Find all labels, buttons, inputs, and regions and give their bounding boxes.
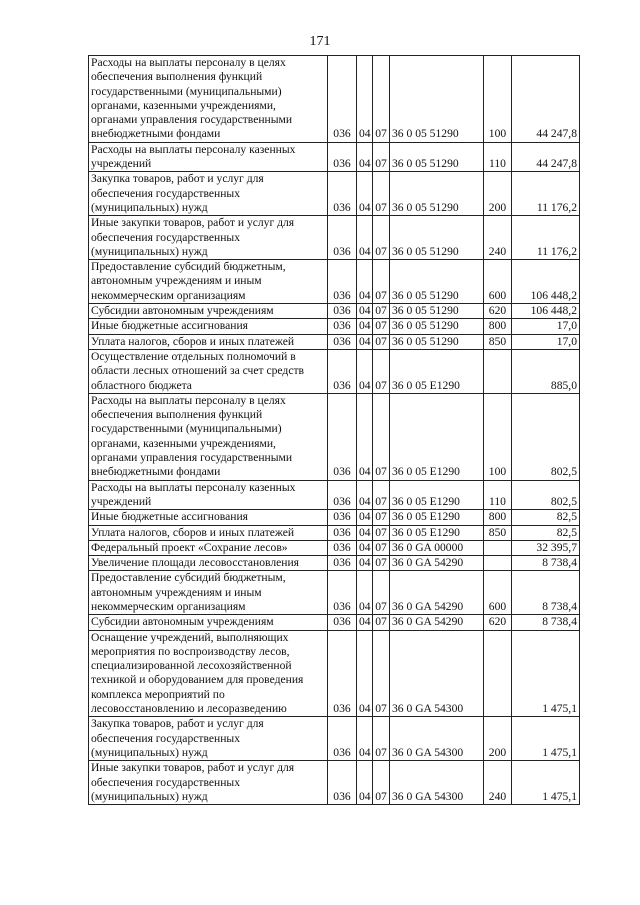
- row-target-article-cell: 36 0 05 E1290: [390, 525, 484, 540]
- row-grbs-cell: 036: [328, 349, 357, 393]
- row-target-article-cell: 36 0 05 51290: [390, 142, 484, 172]
- row-section-cell: 04: [357, 172, 373, 216]
- row-amount-cell: 11 176,2: [512, 172, 580, 216]
- row-expense-type-cell: 620: [484, 615, 512, 630]
- row-subsection-cell: 07: [373, 304, 390, 319]
- row-section-cell: 04: [357, 556, 373, 571]
- table-row: [89, 630, 580, 717]
- budget-table: [88, 55, 580, 805]
- row-section-cell: 04: [357, 334, 373, 349]
- row-subsection-cell: 07: [373, 172, 390, 216]
- row-section-cell: 04: [357, 216, 373, 260]
- row-name-cell: Расходы на выплаты персоналу казенных учреждений: [89, 142, 328, 172]
- row-grbs-cell: 036: [328, 630, 357, 717]
- row-amount-cell: 8 738,4: [512, 571, 580, 615]
- row-target-article-cell: 36 0 05 51290: [390, 172, 484, 216]
- row-target-article-cell: 36 0 GA 54300: [390, 630, 484, 717]
- row-name-cell: Уплата налогов, сборов и иных платежей: [89, 334, 328, 349]
- row-grbs-cell: 036: [328, 334, 357, 349]
- row-name-cell: Расходы на выплаты персоналу в целях обеспечения выполнения функций государственными (муниципальными) органами, казенными учреждениями, органами управления государственными внебюджетными фондами: [89, 56, 328, 143]
- row-target-article-cell: 36 0 05 E1290: [390, 480, 484, 510]
- table-row: [89, 525, 580, 540]
- row-name-cell: Оснащение учреждений, выполняющих мероприятия по воспроизводству лесов, специализированной лесохозяйственной техникой и оборудованием для проведения комплекса мероприятий по лесовосстановлению и лесоразведению: [89, 630, 328, 717]
- row-subsection-cell: 07: [373, 260, 390, 304]
- row-target-article-cell: 36 0 05 E1290: [390, 393, 484, 480]
- table-row: [89, 319, 580, 334]
- row-subsection-cell: 07: [373, 142, 390, 172]
- row-amount-cell: 44 247,8: [512, 142, 580, 172]
- row-section-cell: 04: [357, 630, 373, 717]
- row-name-cell: Предоставление субсидий бюджетным, автономным учреждениям и иным некоммерческим организациям: [89, 571, 328, 615]
- row-name-cell: Иные закупки товаров, работ и услуг для обеспечения государственных (муниципальных) нужд: [89, 216, 328, 260]
- row-grbs-cell: 036: [328, 304, 357, 319]
- row-grbs-cell: 036: [328, 556, 357, 571]
- row-grbs-cell: 036: [328, 540, 357, 555]
- row-name-cell: Субсидии автономным учреждениям: [89, 304, 328, 319]
- row-grbs-cell: 036: [328, 172, 357, 216]
- table-row: [89, 717, 580, 761]
- row-amount-cell: 32 395,7: [512, 540, 580, 555]
- row-target-article-cell: 36 0 05 E1290: [390, 349, 484, 393]
- row-expense-type-cell: [484, 349, 512, 393]
- row-section-cell: 04: [357, 480, 373, 510]
- table-row: [89, 334, 580, 349]
- row-subsection-cell: 07: [373, 480, 390, 510]
- row-subsection-cell: 07: [373, 216, 390, 260]
- row-grbs-cell: 036: [328, 510, 357, 525]
- row-subsection-cell: 07: [373, 56, 390, 143]
- row-grbs-cell: 036: [328, 761, 357, 805]
- row-target-article-cell: 36 0 05 E1290: [390, 510, 484, 525]
- row-name-cell: Расходы на выплаты персоналу казенных учреждений: [89, 480, 328, 510]
- row-expense-type-cell: 600: [484, 260, 512, 304]
- row-section-cell: 04: [357, 260, 373, 304]
- table-row: [89, 761, 580, 805]
- row-expense-type-cell: [484, 630, 512, 717]
- row-amount-cell: 1 475,1: [512, 630, 580, 717]
- row-grbs-cell: 036: [328, 142, 357, 172]
- table-row: [89, 615, 580, 630]
- row-name-cell: Увеличение площади лесовосстановления: [89, 556, 328, 571]
- row-subsection-cell: 07: [373, 540, 390, 555]
- table-row: [89, 480, 580, 510]
- row-amount-cell: 802,5: [512, 480, 580, 510]
- row-target-article-cell: 36 0 05 51290: [390, 334, 484, 349]
- row-amount-cell: 8 738,4: [512, 556, 580, 571]
- row-section-cell: 04: [357, 717, 373, 761]
- row-target-article-cell: 36 0 GA 54300: [390, 717, 484, 761]
- row-name-cell: Предоставление субсидий бюджетным, автономным учреждениям и иным некоммерческим организациям: [89, 260, 328, 304]
- row-amount-cell: 8 738,4: [512, 615, 580, 630]
- row-target-article-cell: 36 0 05 51290: [390, 319, 484, 334]
- row-grbs-cell: 036: [328, 525, 357, 540]
- row-grbs-cell: 036: [328, 319, 357, 334]
- row-subsection-cell: 07: [373, 761, 390, 805]
- row-name-cell: Иные бюджетные ассигнования: [89, 319, 328, 334]
- row-amount-cell: 82,5: [512, 510, 580, 525]
- row-name-cell: Иные бюджетные ассигнования: [89, 510, 328, 525]
- row-expense-type-cell: [484, 556, 512, 571]
- row-target-article-cell: 36 0 05 51290: [390, 216, 484, 260]
- row-name-cell: Субсидии автономным учреждениям: [89, 615, 328, 630]
- row-subsection-cell: 07: [373, 630, 390, 717]
- row-expense-type-cell: 200: [484, 172, 512, 216]
- row-expense-type-cell: 620: [484, 304, 512, 319]
- row-grbs-cell: 036: [328, 56, 357, 143]
- table-row: [89, 556, 580, 571]
- row-expense-type-cell: [484, 540, 512, 555]
- row-grbs-cell: 036: [328, 216, 357, 260]
- table-row: [89, 172, 580, 216]
- row-amount-cell: 82,5: [512, 525, 580, 540]
- row-target-article-cell: 36 0 GA 00000: [390, 540, 484, 555]
- budget-table-body: [89, 56, 580, 805]
- row-grbs-cell: 036: [328, 571, 357, 615]
- row-section-cell: 04: [357, 56, 373, 143]
- row-amount-cell: 106 448,2: [512, 304, 580, 319]
- row-grbs-cell: 036: [328, 260, 357, 304]
- row-amount-cell: 106 448,2: [512, 260, 580, 304]
- row-amount-cell: 17,0: [512, 319, 580, 334]
- table-row: [89, 349, 580, 393]
- row-section-cell: 04: [357, 761, 373, 805]
- row-grbs-cell: 036: [328, 393, 357, 480]
- row-name-cell: Иные закупки товаров, работ и услуг для обеспечения государственных (муниципальных) нужд: [89, 761, 328, 805]
- row-expense-type-cell: 600: [484, 571, 512, 615]
- row-subsection-cell: 07: [373, 349, 390, 393]
- row-subsection-cell: 07: [373, 556, 390, 571]
- row-expense-type-cell: 800: [484, 319, 512, 334]
- row-subsection-cell: 07: [373, 615, 390, 630]
- row-section-cell: 04: [357, 571, 373, 615]
- row-expense-type-cell: 100: [484, 56, 512, 143]
- row-expense-type-cell: 200: [484, 717, 512, 761]
- row-section-cell: 04: [357, 304, 373, 319]
- row-expense-type-cell: 800: [484, 510, 512, 525]
- table-row: [89, 510, 580, 525]
- row-target-article-cell: 36 0 05 51290: [390, 56, 484, 143]
- row-section-cell: 04: [357, 615, 373, 630]
- table-row: [89, 571, 580, 615]
- row-amount-cell: 11 176,2: [512, 216, 580, 260]
- row-target-article-cell: 36 0 GA 54290: [390, 571, 484, 615]
- row-name-cell: Осуществление отдельных полномочий в области лесных отношений за счет средств областного бюджета: [89, 349, 328, 393]
- row-grbs-cell: 036: [328, 717, 357, 761]
- row-expense-type-cell: 100: [484, 393, 512, 480]
- row-grbs-cell: 036: [328, 615, 357, 630]
- table-row: [89, 393, 580, 480]
- row-name-cell: Расходы на выплаты персоналу в целях обеспечения выполнения функций государственными (муниципальными) органами, казенными учреждениями, органами управления государственными внебюджетными фондами: [89, 393, 328, 480]
- row-expense-type-cell: 240: [484, 761, 512, 805]
- row-expense-type-cell: 850: [484, 525, 512, 540]
- row-section-cell: 04: [357, 540, 373, 555]
- row-target-article-cell: 36 0 GA 54300: [390, 761, 484, 805]
- row-section-cell: 04: [357, 525, 373, 540]
- row-amount-cell: 44 247,8: [512, 56, 580, 143]
- row-section-cell: 04: [357, 510, 373, 525]
- row-amount-cell: 17,0: [512, 334, 580, 349]
- row-expense-type-cell: 850: [484, 334, 512, 349]
- row-name-cell: Закупка товаров, работ и услуг для обеспечения государственных (муниципальных) нужд: [89, 172, 328, 216]
- row-subsection-cell: 07: [373, 319, 390, 334]
- table-row: [89, 304, 580, 319]
- row-target-article-cell: 36 0 GA 54290: [390, 556, 484, 571]
- row-target-article-cell: 36 0 05 51290: [390, 260, 484, 304]
- table-row: [89, 540, 580, 555]
- table-row: [89, 260, 580, 304]
- row-expense-type-cell: 240: [484, 216, 512, 260]
- row-subsection-cell: 07: [373, 393, 390, 480]
- table-row: [89, 216, 580, 260]
- row-section-cell: 04: [357, 349, 373, 393]
- row-amount-cell: 1 475,1: [512, 717, 580, 761]
- table-row: [89, 142, 580, 172]
- row-subsection-cell: 07: [373, 334, 390, 349]
- row-expense-type-cell: 110: [484, 142, 512, 172]
- row-section-cell: 04: [357, 319, 373, 334]
- row-amount-cell: 885,0: [512, 349, 580, 393]
- row-name-cell: Закупка товаров, работ и услуг для обеспечения государственных (муниципальных) нужд: [89, 717, 328, 761]
- row-name-cell: Уплата налогов, сборов и иных платежей: [89, 525, 328, 540]
- row-subsection-cell: 07: [373, 571, 390, 615]
- table-row: [89, 56, 580, 143]
- row-grbs-cell: 036: [328, 480, 357, 510]
- page-number: 171: [309, 34, 331, 49]
- row-target-article-cell: 36 0 05 51290: [390, 304, 484, 319]
- row-section-cell: 04: [357, 142, 373, 172]
- row-amount-cell: 1 475,1: [512, 761, 580, 805]
- row-expense-type-cell: 110: [484, 480, 512, 510]
- row-amount-cell: 802,5: [512, 393, 580, 480]
- row-subsection-cell: 07: [373, 525, 390, 540]
- row-subsection-cell: 07: [373, 510, 390, 525]
- row-target-article-cell: 36 0 GA 54290: [390, 615, 484, 630]
- row-name-cell: Федеральный проект «Сохрание лесов»: [89, 540, 328, 555]
- row-subsection-cell: 07: [373, 717, 390, 761]
- row-section-cell: 04: [357, 393, 373, 480]
